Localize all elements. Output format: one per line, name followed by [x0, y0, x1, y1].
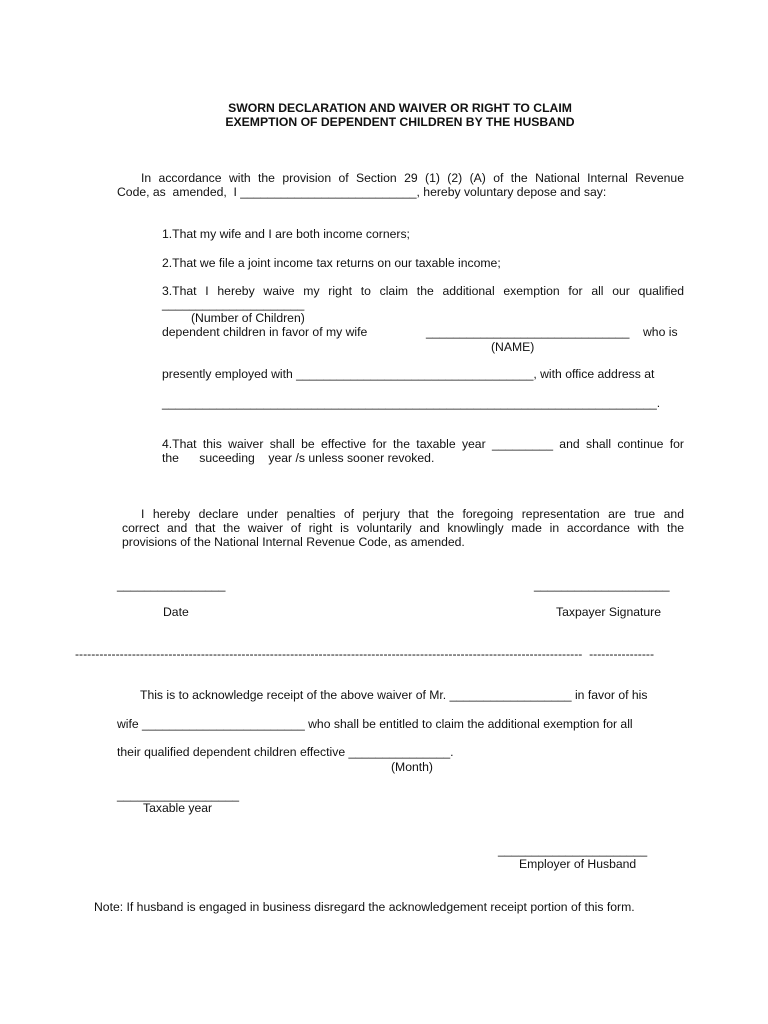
ack-line-2: wife ________________________ who shall be entitled to claim the additional exemption for all	[117, 717, 633, 731]
ack-line-3: their qualified dependent children effective _______________.	[117, 745, 454, 759]
item-4-line-1: 4.That this waiver shall be effective for the taxable year _________ and shall continue for	[162, 437, 684, 451]
ack-line-1: This is to acknowledge receipt of the above waiver of Mr. __________________ in favor of his	[140, 688, 648, 702]
title-line-1: SWORN DECLARATION AND WAIVER OR RIGHT TO CLAIM	[228, 101, 572, 115]
date-label: Date	[163, 605, 189, 619]
item-3-line-2-left: dependent children in favor of my wife	[162, 325, 368, 339]
taxable-year-label: Taxable year	[143, 801, 213, 815]
taxable-year-blank[interactable]: __________________	[117, 788, 240, 802]
intro-line-1: In accordance with the provision of Section 29 (1) (2) (A) of the National Internal Revenue	[141, 171, 684, 185]
item-1: 1.That my wife and I are both income corners;	[162, 227, 410, 241]
item-2: 2.That we file a joint income tax returns on our taxable income;	[162, 256, 501, 270]
date-blank[interactable]: ________________	[117, 578, 226, 592]
wife-name-blank[interactable]: ______________________________	[426, 325, 630, 339]
declaration-line-2: correct and that the waiver of right is voluntarily and knowlingly made in accordance with the	[122, 521, 684, 535]
intro-line-2: Code, as amended, I __________________________, hereby voluntary depose and say:	[117, 185, 607, 199]
item-3-line-1: 3.That I hereby waive my right to claim the additional exemption for all our qualified	[162, 284, 684, 298]
employed-line: presently employed with ___________________________________, with office address at	[162, 367, 655, 381]
item-4-line-2: the suceeding year /s unless sooner revoked.	[162, 451, 435, 465]
taxpayer-signature-label: Taxpayer Signature	[556, 605, 662, 619]
footer-note: Note: If husband is engaged in business disregard the acknowledgement receipt portion of this form.	[94, 900, 635, 914]
declaration-line-3: provisions of the National Internal Revenue Code, as amended.	[122, 535, 465, 549]
taxpayer-signature-blank[interactable]: ____________________	[534, 578, 670, 592]
children-count-blank[interactable]: _____________________	[162, 297, 305, 311]
employer-label: Employer of Husband	[519, 857, 637, 871]
employer-signature-blank[interactable]: ______________________	[498, 843, 648, 857]
wife-name-label: (NAME)	[491, 340, 535, 354]
children-count-label: (Number of Children)	[191, 311, 305, 325]
item-3-line-2-right: who is	[643, 325, 678, 339]
office-address-blank[interactable]: _________________________________________________________________________.	[162, 396, 661, 410]
declaration-line-1: I hereby declare under penalties of perjury that the foregoing representation are true and	[141, 507, 684, 521]
month-label: (Month)	[391, 760, 433, 774]
cut-line-separator: ----------------------------------------------------------------------------------------------------------------------------- ----------------	[75, 647, 655, 661]
title-line-2: EXEMPTION OF DEPENDENT CHILDREN BY THE HUSBAND	[225, 115, 575, 129]
